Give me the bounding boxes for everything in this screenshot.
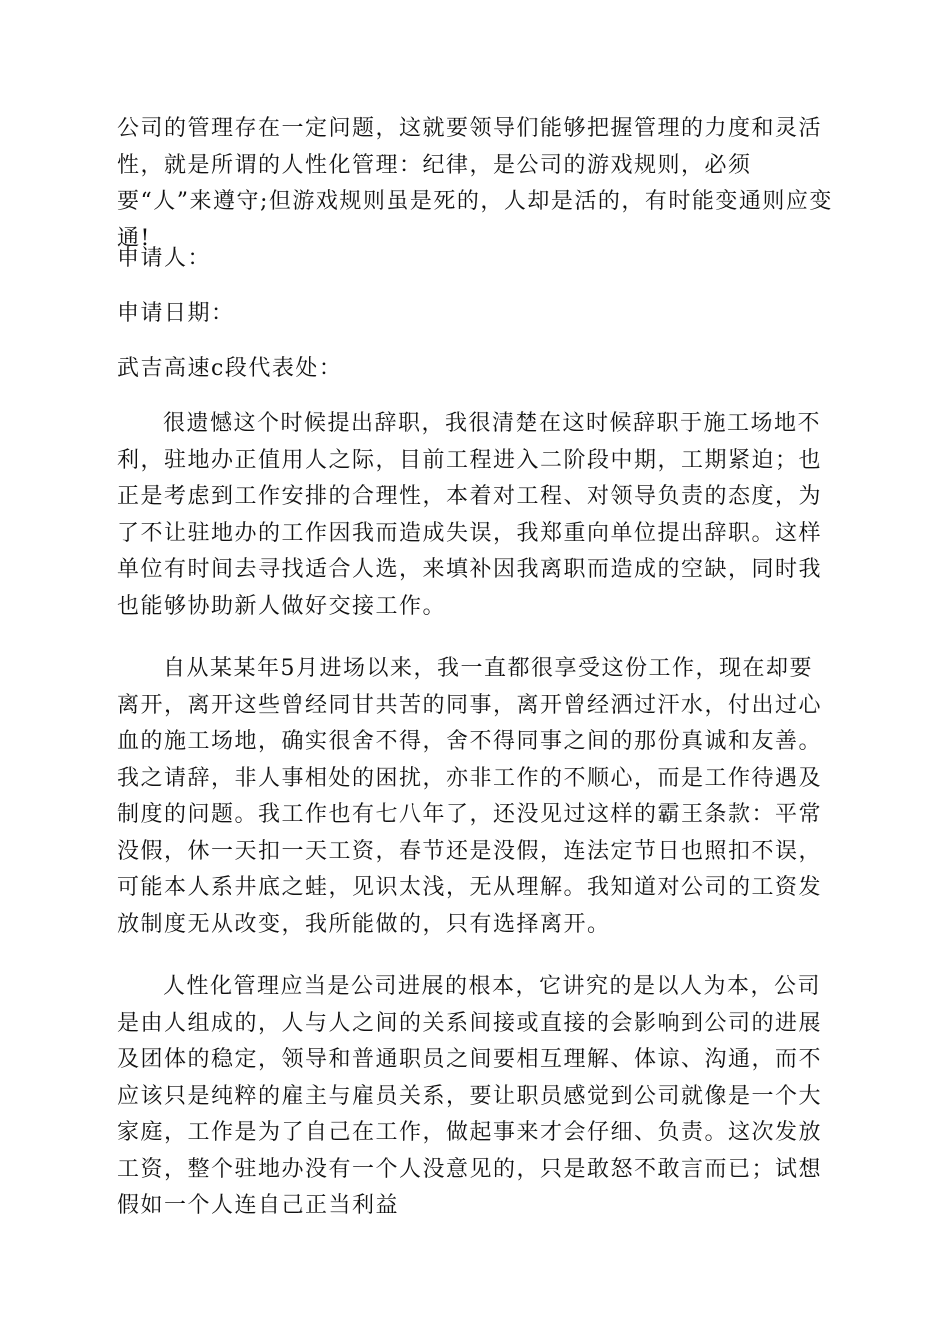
body-paragraph-2: 自从某某年5月进场以来，我一直都很享受这份工作，现在却要离开，离开这些曾经同甘共苦的同事，离开曾经洒过汗水，付出过心血的施工场地，确实很舍不得，舍不得同事之间的那份真诚和友善。我之请辞，非人事相处的困扰，亦非工作的不顺心，而是工作待遇及制度的问题。我工作也有七八年了，还没见过这样的霸王条款：平常没假，休一天扣一天工资，春节还是没假，连法定节日也照扣不误，可能本人系井底之蛙，见识太浅，无从理解。我知道对公司的工资发放制度无从改变，我所能做的，只有选择离开。 bbox=[117, 656, 823, 937]
salutation: 武吉高速c段代表处： bbox=[117, 356, 343, 381]
date-label: 申请日期： bbox=[117, 301, 235, 326]
body-paragraph-3: 人性化管理应当是公司进展的根本，它讲究的是以人为本，公司是由人组成的，人与人之间的关系间接或直接的会影响到公司的进展及团体的稳定，领导和普通职员之间要相互理解、体谅、沟通，而不应该只是纯粹的雇主与雇员关系，要让职员感觉到公司就像是一个大家庭，工作是为了自己在工作，做起事来才会仔细、负责。这次发放工资，整个驻地办没有一个人没意见的，只是敢怒不敢言而已；试想假如一个人连自己正当利益 bbox=[117, 974, 823, 1218]
body-paragraph-1: 很遗憾这个时候提出辞职，我很清楚在这时候辞职于施工场地不利，驻地办正值用人之际，目前工程进入二阶段中期，工期紧迫；也正是考虑到工作安排的合理性，本着对工程、对领导负责的态度，为了不让驻地办的工作因我而造成失误，我郑重向单位提出辞职。这样单位有时间去寻找适合人选，来填补因我离职而造成的空缺，同时我也能够协助新人做好交接工作。 bbox=[117, 411, 823, 619]
intro-paragraph: 公司的管理存在一定问题，这就要领导们能够把握管理的力度和灵活性，就是所谓的人性化管理：纪律，是公司的游戏规则，必须要“人”来遵守;但游戏规则虽是死的，人却是活的，有时能变通则应变通! bbox=[117, 116, 833, 251]
applicant-label: 申请人： bbox=[117, 246, 212, 271]
